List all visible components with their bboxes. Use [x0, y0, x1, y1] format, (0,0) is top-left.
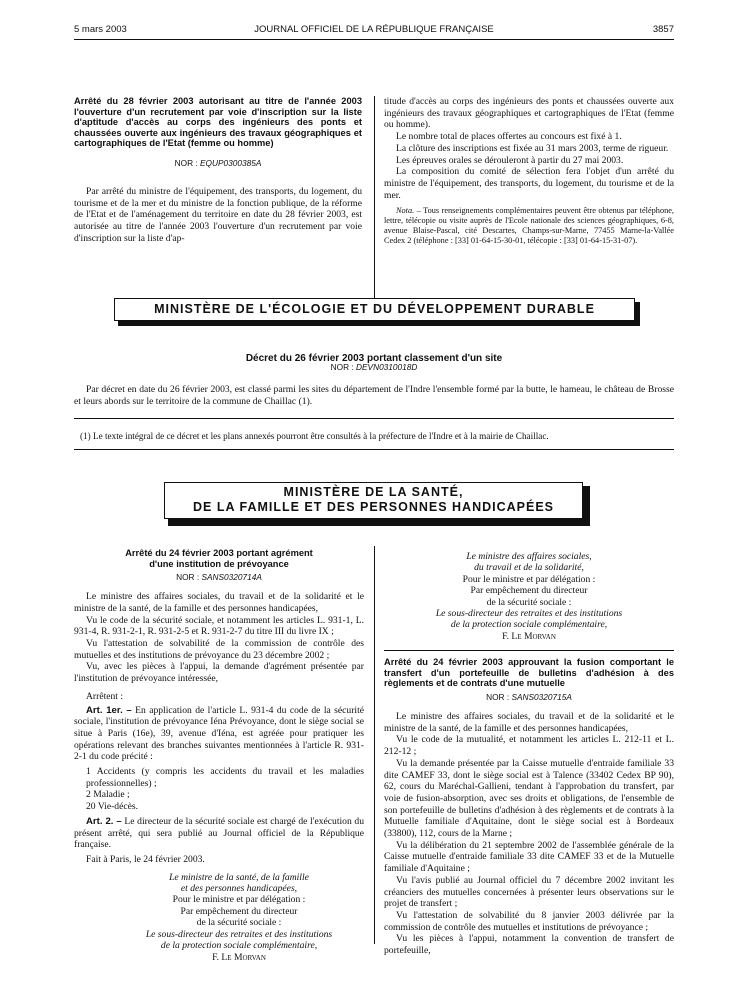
arrete3-visa-ministres: Le ministre des affaires sociales, du travail et de la solidarité et le ministre de la santé, de la famille et des personnes handicapées,: [384, 711, 674, 734]
sig-empechement-line1: Par empêchement du directeur: [180, 905, 298, 917]
sigR-delegation: Pour le ministre et par délégation :: [462, 573, 596, 585]
arrete1-nor: [74, 158, 362, 168]
arrete2-visa-attestation: Vu l'attestation de solvabilité de la commission de contrôle des mutuelles et des institutions de prévoyance du 23 décembre 2002 ;: [74, 638, 364, 661]
nor-code: DEVN0310018D: [356, 362, 418, 372]
arrete1-title: Arrêté du 28 février 2003 autorisant au titre de l'année 2003 l'ouverture d'un recrutement par voie d'inscription sur la liste d'aptitude d'accès au corps des ingénieurs des ponts et chaussées ouverte aux ingénieurs des travaux géographiques et cartographiques de l'Etat (femme ou homme): [74, 96, 362, 149]
column-divider-bottom: [374, 546, 375, 944]
ministere1-title: MINISTÈRE DE L'ÉCOLOGIE ET DU DÉVELOPPEMENT DURABLE: [154, 302, 595, 316]
sigR-empechement-line1: Par empêchement du directeur: [470, 585, 588, 597]
nor-code: SANS0320715A: [511, 692, 572, 703]
sigR-sous-directeur-line2: de la protection sociale complémentaire,: [450, 619, 608, 631]
arrete2-visa-demande: Vu, avec les pièces à l'appui, la demande d'agrément présentée par l'institution de prévoyance intéressée,: [74, 661, 364, 685]
arrete2-title: Arrêté du 24 février 2003 portant agrément d'une institution de prévoyance: [125, 548, 313, 569]
decret-title-text: Décret du 26 février 2003 portant classement d'un site: [245, 353, 503, 364]
decret-rule: [74, 418, 674, 419]
nor-label: NOR :: [486, 692, 510, 703]
article2-label: Art. 2. –: [86, 815, 122, 827]
arrete1-composition: La composition du comité de sélection fera l'objet d'un arrêté du ministre de l'équipement, des transports, du logement, du tourisme et de la mer.: [384, 166, 674, 201]
article1-label: Art. 1er. –: [86, 704, 132, 716]
sigR-empechement-line2: de la sécurité sociale :: [486, 596, 572, 608]
arrete2-fait: Fait à Paris, le 24 février 2003.: [86, 853, 205, 865]
sig-minister-line2: et des personnes handicapées,: [180, 883, 298, 895]
arrete3-visa-code: Vu le code de la mutualité, et notamment les articles L. 212-11 et L. 212-12 ;: [384, 734, 674, 758]
arrete2-nor: [74, 572, 364, 582]
sig-empechement-line2: de la sécurité sociale :: [196, 917, 282, 929]
article1-text: En application de l'article L. 931-4 du code de la sécurité sociale, l'institution de prévoyance Iéna Prévoyance, dont le siège social se situe à Paris (16e), 39, avenue d'Iéna, est agréée pour pratiquer les opérations relevant des branches suivantes mentionnées à l'article R. 931-2-1 du code précité :: [74, 704, 364, 763]
arrete3-title: Arrêté du 24 février 2003 approuvant la fusion comportant le transfert d'un portefeuille de bulletins d'adhésion à des règlements et de contrats d'une mutuelle: [384, 657, 674, 689]
sigR-sous-directeur-line1: Le sous-directeur des retraites et des institutions: [435, 608, 623, 620]
arrete1-right-column: [384, 96, 674, 246]
arrete3-visa-demande: Vu la demande présentée par la Caisse mutuelle d'entraide familiale 33 dite CAMEF 33, dont le siège social est à Talence (33402 Cedex BP 90), 62, cours du Maréchal-Gallieni, tendant à l'approbation du transfert, par voie de fusion-absorption, avec ses droits et obligations, de l'ensemble de son portefeuille de bulletins d'adhésion à des règlements et de contrats à la Mutuelle familiale d'Aquitaine, dont le siège social est à Bordeaux (33800), 112, cours de la Marne ;: [384, 757, 674, 840]
ministere2-line1: MINISTÈRE DE LA SANTÉ,: [283, 485, 464, 499]
header-journal: JOURNAL OFFICIEL DE LA RÉPUBLIQUE FRANÇAISE: [254, 24, 494, 35]
arrete2-article2: [74, 816, 364, 851]
arrete2-visa-code: Vu le code de la sécurité sociale, et notamment les articles L. 931-1, L. 931-4, R. 931-2-1, R. 931-2-5 et R. 931-2-7 du titre III du livre IX ;: [74, 614, 364, 638]
arrete3-visa-avis: Vu l'avis publié au Journal officiel du 7 décembre 2002 invitant les créanciers des mutuelles concernées à présenter leurs observations sur le projet de transfert ;: [384, 874, 674, 910]
arrete2-signature-right: [384, 551, 674, 642]
sig-sous-directeur-line1: Le sous-directeur des retraites et des institutions: [145, 928, 333, 940]
nor-label: NOR :: [330, 362, 354, 372]
header-date: 5 mars 2003: [74, 24, 127, 35]
arrete3-visa-pieces: Vu les pièces à l'appui, notamment la convention de transfert de portefeuille,: [384, 933, 674, 957]
column-divider-top: [374, 96, 375, 298]
arrete2-branch-maladie: 2 Maladie ;: [86, 789, 130, 801]
ministere1-box: [114, 298, 635, 321]
arrete2-branch-vie-deces: 20 Vie-décès.: [86, 801, 138, 813]
arrete1-left-column: [74, 96, 362, 244]
arrete1-nota: [384, 206, 674, 246]
arrete-separator: [384, 650, 674, 651]
arrete1-continuation: titude d'accès au corps des ingénieurs des ponts et chaussées ouverte aux ingénieurs des travaux géographiques et cartographiques de l'Etat (femme ou homme).: [384, 96, 674, 131]
decret-nor: [74, 362, 674, 372]
nor-code: EQUP0300385A: [200, 157, 262, 168]
article2-text: Le directeur de la sécurité sociale est chargé de l'exécution du présent arrêté, qui sera publié au Journal officiel de la République française.: [74, 815, 364, 851]
arrete1-places: Le nombre total de places offertes au concours est fixé à 1.: [396, 131, 622, 143]
decret-footnote: (1) Le texte intégral de ce décret et les plans annexés pourront être consultés à la préfecture de l'Indre et à la mairie de Chaillac.: [80, 431, 549, 441]
right-column-bottom: [384, 551, 674, 957]
sigR-minister-line2: du travail et de la solidarité,: [474, 562, 584, 574]
arrete1-body: Par arrêté du ministre de l'équipement, des transports, du logement, du tourisme et de la mer et du ministre de la fonction publique, de la réforme de l'Etat et de l'aménagement du territoire en date du 28 février 2003, est autorisée au titre de l'année 2003 l'ouverture d'un recrutement par voie d'inscription sur la liste d'ap-: [74, 185, 362, 244]
arrete2-article1: [74, 705, 364, 764]
arrete2-branch-accidents: 1 Accidents (y compris les accidents du travail et les maladies professionnelles) ;: [86, 766, 364, 789]
decret-body: Par décret en date du 26 février 2003, est classé parmi les sites du département de l'Indre l'ensemble formé par la butte, le hameau, le château de Brosse et leurs abords sur le territoire de la commune de Chaillac (1).: [74, 384, 674, 407]
arrete3-visa-attestation: Vu l'attestation de solvabilité du 8 janvier 2003 délivrée par la commission de contrôle des mutuelles et institutions de prévoyance ;: [384, 909, 674, 933]
nota-text: Tous renseignements complémentaires peuvent être obtenus par téléphone, lettre, télécopie ou visite auprès de l'Ecole nationale des sciences géographiques, 6-8, avenue Blaise-Pascal, cité Descartes, Champs-sur-Marne, 77455 Marne-la-Vallée Cedex 2 (téléphone : [33] 01-64-15-30-01, télécopie : [33] 01-64-15-31-07).: [384, 206, 674, 246]
arrete1-cloture: La clôture des inscriptions est fixée au 31 mars 2003, terme de rigueur.: [396, 142, 669, 154]
arrete3-visa-deliberation: Vu la délibération du 21 septembre 2002 de l'assemblée générale de la Caisse mutuelle d'entraide familiale 33 dite CAMEF 33 et de la Mutuelle familiale d'Aquitaine ;: [384, 839, 674, 875]
arrete2-arretent: Arrêtent :: [86, 690, 124, 702]
arrete2-signature-left: [74, 872, 364, 963]
sigR-name: F. Le Morvan: [502, 630, 556, 642]
arrete2-visa-ministres: Le ministre des affaires sociales, du travail et de la solidarité et le ministre de la santé, de la famille et des personnes handicapées,: [74, 591, 364, 614]
sig-name: F. Le Morvan: [212, 951, 266, 963]
sigR-minister-line1: Le ministre des affaires sociales,: [466, 551, 592, 562]
ministere2-line2: DE LA FAMILLE ET DES PERSONNES HANDICAPÉES: [192, 500, 555, 514]
arrete3-nor: [384, 692, 674, 702]
nota-label: Nota. –: [396, 206, 421, 216]
sig-delegation: Pour le ministre et par délégation :: [172, 894, 306, 906]
arrete2-column: [74, 548, 364, 963]
arrete1-epreuves: Les épreuves orales se dérouleront à partir du 27 mai 2003.: [396, 154, 624, 166]
nor-label: NOR :: [176, 572, 200, 583]
nor-code: SANS0320714A: [201, 572, 262, 583]
sig-minister-line1: Le ministre de la santé, de la famille: [169, 871, 309, 883]
header-rule: [74, 39, 674, 40]
ministere2-box: [164, 482, 583, 519]
nor-label: NOR :: [174, 157, 198, 168]
sig-sous-directeur-line2: de la protection sociale complémentaire,: [160, 940, 318, 952]
decret-footnote-rule: [74, 449, 674, 450]
header-page-number: 3857: [652, 24, 674, 35]
